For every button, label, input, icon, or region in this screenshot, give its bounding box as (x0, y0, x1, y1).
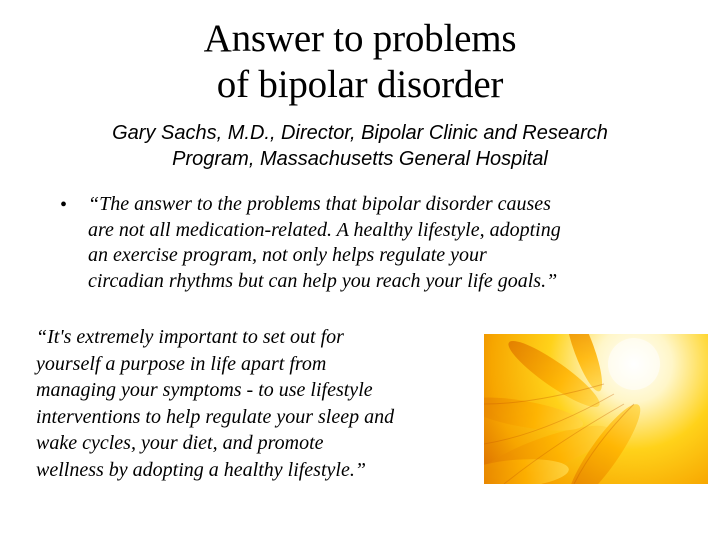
bullet-marker: • (60, 194, 68, 216)
quote-line: wake cycles, your diet, and promote (36, 432, 324, 454)
bullet-quote (88, 192, 698, 294)
slide-title-line: of bipolar disorder (216, 63, 504, 106)
subtitle-line: Gary Sachs, M.D., Director, Bipolar Clinic and Research (112, 122, 608, 144)
sunflower-icon (484, 334, 708, 484)
body-quote (36, 324, 496, 483)
quote-line: managing your symptoms - to use lifestyle (36, 379, 373, 401)
slide-title (0, 16, 720, 108)
sunflower-image (484, 334, 708, 484)
slide-subtitle (0, 120, 720, 172)
quote-line: wellness by adopting a healthy lifestyle.” (36, 458, 366, 481)
subtitle-line: Program, Massachusetts General Hospital (172, 148, 548, 170)
quote-line: interventions to help regulate your sleep and (36, 405, 395, 428)
bullet-line: are not all medication-related. A healthy lifestyle, adopting (88, 218, 561, 241)
quote-line: yourself a purpose in life apart from (36, 352, 327, 375)
bullet-line: an exercise program, not only helps regulate your (88, 244, 487, 266)
quote-line: “It's extremely important to set out for (36, 326, 344, 348)
slide-title-line: Answer to problems (203, 17, 517, 60)
bullet-line: “The answer to the problems that bipolar disorder causes (88, 193, 551, 215)
bullet-line: circadian rhythms but can help you reach your life goals.” (88, 269, 558, 292)
